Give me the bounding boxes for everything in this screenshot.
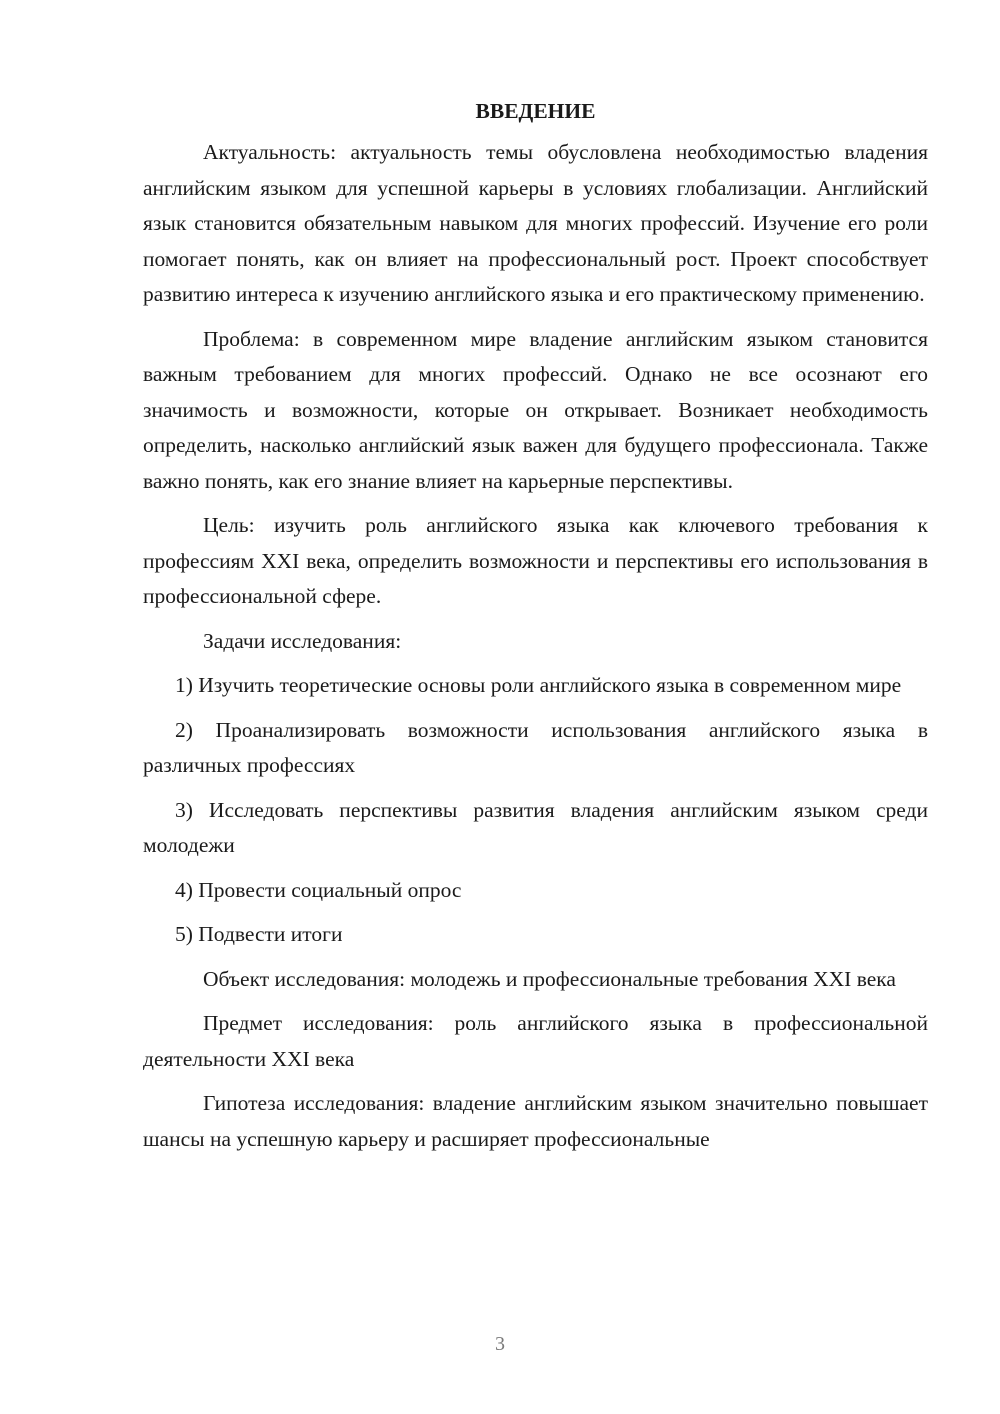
task-item-2: 2) Проанализировать возможности использования английского языка в различных профессиях: [143, 717, 928, 777]
task-item-5: 5) Подвести итоги: [175, 922, 343, 946]
paragraph-hypothesis: Гипотеза исследования: владение английским языком значительно повышает шансы на успешную карьеру и расширяет профессиональные: [143, 1091, 928, 1151]
paragraph-subject: Предмет исследования: роль английского языка в профессиональной деятельности XXI века: [143, 1011, 928, 1071]
paragraph-goal: Цель: изучить роль английского языка как ключевого требования к профессиям XXI века, определить возможности и перспективы его использования в профессиональной сфере.: [143, 513, 928, 608]
task-item-1: 1) Изучить теоретические основы роли английского языка в современном мире: [175, 673, 902, 697]
page-number: 3: [495, 1333, 505, 1355]
tasks-heading: Задачи исследования:: [203, 628, 402, 653]
paragraph-problem: Проблема: в современном мире владение английским языком становится важным требованием для многих профессий. Однако не все осознают его значимость и возможности, которые он открывает. Возникает необходимость определить, насколько английский язык важен для будущего профессионала. Также важно понять, как его знание влияет на карьерные перспективы.: [143, 326, 928, 493]
document-page: [143, 96, 928, 1166]
task-item-4: 4) Провести социальный опрос: [175, 877, 462, 902]
section-title: ВВЕДЕНИЕ: [475, 99, 596, 123]
paragraph-object: Объект исследования: молодежь и профессиональные требования XXI века: [203, 966, 896, 991]
paragraph-relevance: Актуальность: актуальность темы обусловлена необходимостью владения английским языком для успешной карьеры в условиях глобализации. Английский язык становится обязательным навыком для многих профессий. Изучение его роли помогает понять, как он влияет на профессиональный рост. Проект способствует развитию интереса к изучению английского языка и его практическому применению.: [143, 140, 928, 306]
task-item-3: 3) Исследовать перспективы развития владения английским языком среди молодежи: [143, 797, 928, 857]
